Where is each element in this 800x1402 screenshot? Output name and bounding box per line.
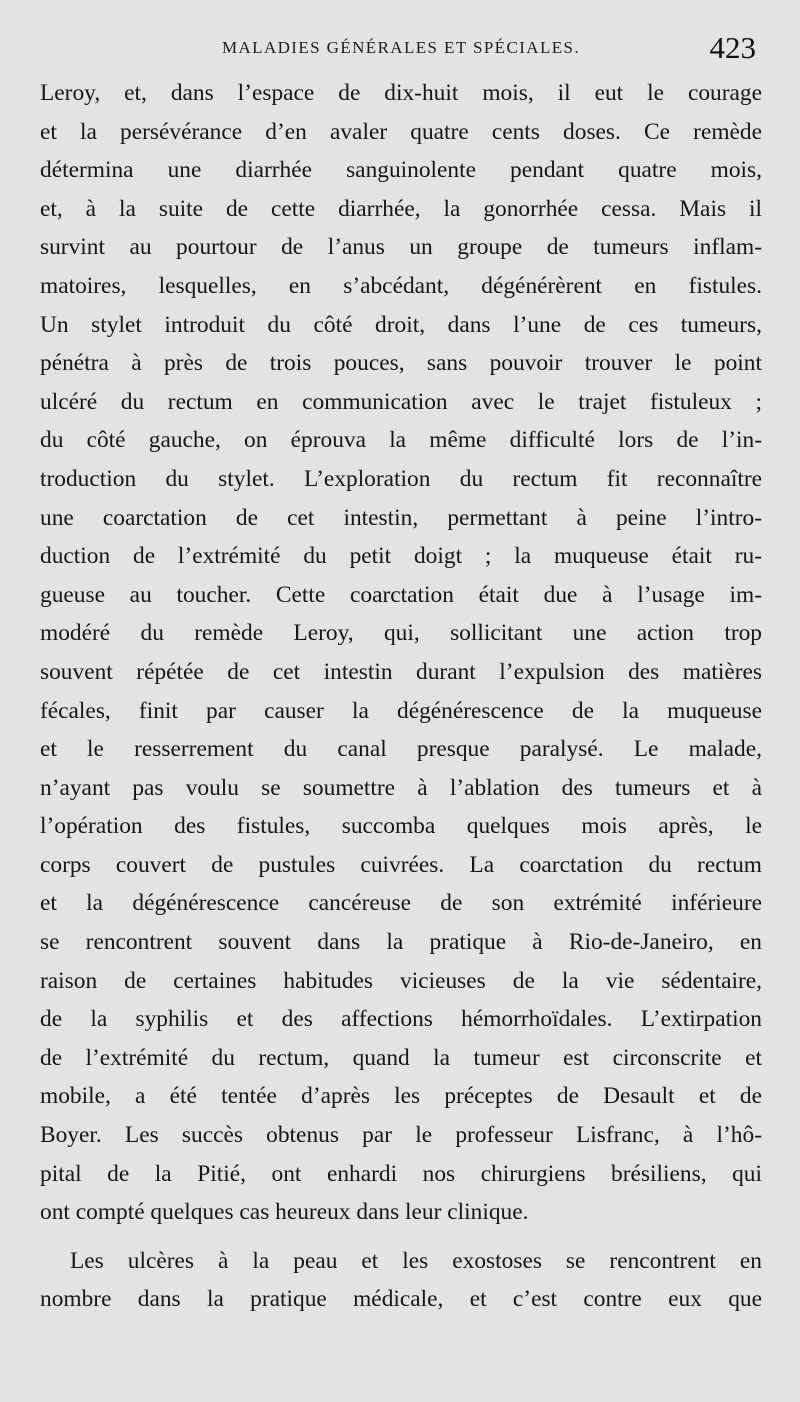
text-line: l’opération des fistules, succomba quelques mois après, le — [40, 813, 762, 840]
text-line: modéré du remède Leroy, qui, sollicitant une action trop — [40, 620, 762, 647]
text-line: nombre dans la pratique médicale, et c’est contre eux que — [40, 1286, 762, 1313]
text-line: et la persévérance d’en avaler quatre cents doses. Ce remède — [40, 118, 762, 145]
text-line: Un stylet introduit du côté droit, dans l’une de ces tumeurs, — [40, 311, 762, 338]
text-line: du côté gauche, on éprouva la même difficulté lors de l’in- — [40, 427, 762, 454]
text-line: et, à la suite de cette diarrhée, la gonorrhée cessa. Mais il — [40, 195, 762, 222]
text-line: gueuse au toucher. Cette coarctation était due à l’usage im- — [40, 581, 762, 608]
text-line: pital de la Pitié, ont enhardi nos chirurgiens brésiliens, qui — [40, 1160, 762, 1187]
text-line: souvent répétée de cet intestin durant l’expulsion des matières — [40, 658, 762, 685]
text-line: survint au pourtour de l’anus un groupe de tumeurs inflam- — [40, 234, 762, 261]
text-line: fécales, finit par causer la dégénérescence de la muqueuse — [40, 697, 762, 724]
text-line: et la dégénérescence cancéreuse de son extrémité inférieure — [40, 890, 762, 917]
text-line: se rencontrent souvent dans la pratique à Rio-de-Janeiro, en — [40, 929, 762, 956]
text-line: duction de l’extrémité du petit doigt ; la muqueuse était ru- — [40, 543, 762, 570]
body-text — [40, 74, 762, 1319]
text-line: de la syphilis et des affections hémorrhoïdales. L’extirpation — [40, 1006, 762, 1033]
text-line: Leroy, et, dans l’espace de dix-huit mois, il eut le courage — [40, 80, 762, 106]
text-line: une coarctation de cet intestin, permettant à peine l’intro- — [40, 504, 762, 531]
text-line: n’ayant pas voulu se soumettre à l’ablation des tumeurs et à — [40, 774, 762, 801]
text-line: ont compté quelques cas heureux dans leur clinique. — [40, 1199, 529, 1226]
text-line: corps couvert de pustules cuivrées. La coarctation du rectum — [40, 851, 762, 878]
text-line: détermina une diarrhée sanguinolente pendant quatre mois, — [40, 157, 762, 184]
paragraph-2 — [40, 1242, 762, 1319]
running-title: MALADIES GÉNÉRALES ET SPÉCIALES. — [221, 38, 581, 57]
paragraph-gap — [40, 1232, 762, 1242]
page-number: 423 — [709, 30, 756, 65]
text-line: Les ulcères à la peau et les exostoses se rencontrent en — [70, 1247, 762, 1274]
text-line: ulcéré du rectum en communication avec le trajet fistuleux ; — [40, 388, 762, 415]
text-line: et le resserrement du canal presque paralysé. Le malade, — [40, 736, 762, 763]
text-line: matoires, lesquelles, en s’abcédant, dégénérèrent en fistules. — [40, 272, 762, 299]
running-head — [40, 30, 762, 66]
text-line: pénétra à près de trois pouces, sans pouvoir trouver le point — [40, 350, 762, 377]
text-line: de l’extrémité du rectum, quand la tumeur est circonscrite et — [40, 1044, 762, 1071]
paragraph-1 — [40, 74, 762, 1232]
text-line: Boyer. Les succès obtenus par le professeur Lisfranc, à l’hô- — [40, 1122, 762, 1149]
text-line: troduction du stylet. L’exploration du rectum fit reconnaître — [40, 465, 762, 492]
text-line: mobile, a été tentée d’après les préceptes de Desault et de — [40, 1083, 762, 1110]
text-line: raison de certaines habitudes vicieuses de la vie sédentaire, — [40, 967, 762, 994]
